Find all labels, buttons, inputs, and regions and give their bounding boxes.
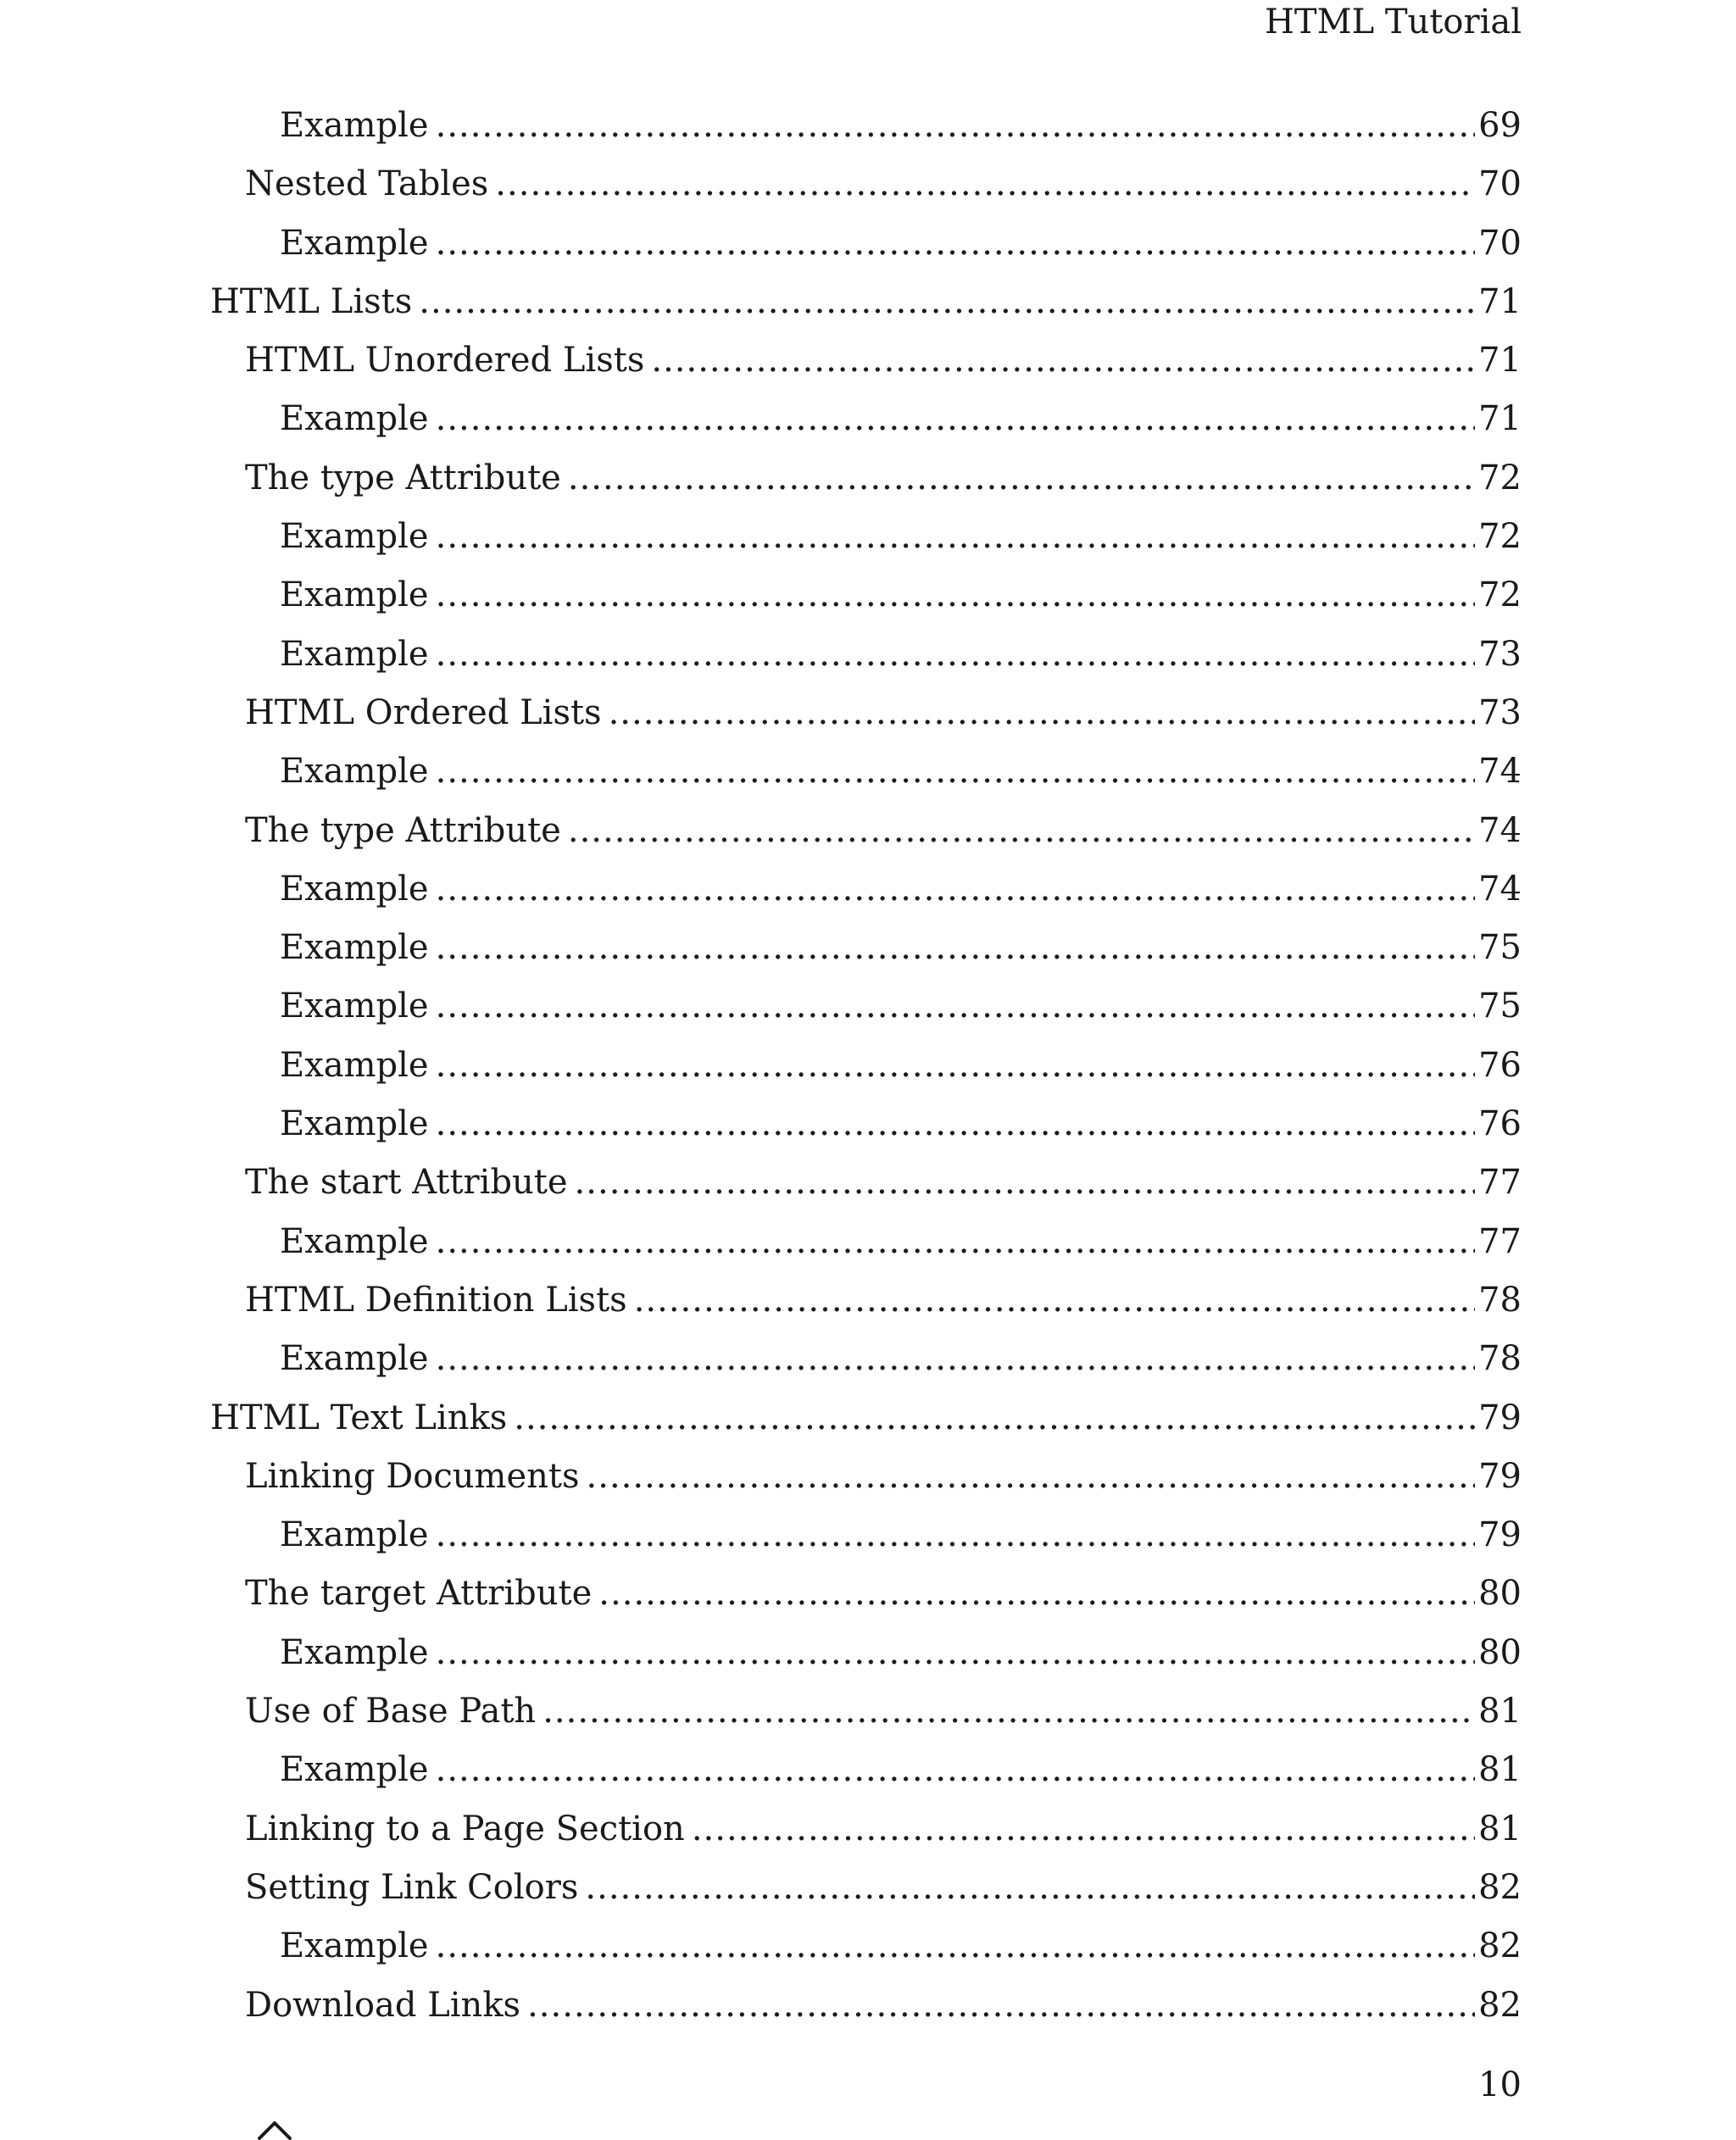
home-chevron-icon[interactable] [258,2118,292,2140]
toc-entry-page: 75 [1478,987,1522,1026]
toc-entry[interactable] [0,629,1736,687]
toc-entry-page: 77 [1478,1163,1522,1203]
dot-leader [436,1333,1475,1384]
toc-entry-title: Example [280,634,429,674]
toc-entry-page: 70 [1478,164,1522,204]
dot-leader [495,158,1475,209]
toc-entry-page: 80 [1478,1632,1522,1672]
toc-entry-title: Example [280,869,429,909]
toc-entry-title: HTML Text Links [210,1398,508,1437]
toc-entry-title: Linking Documents [245,1456,580,1496]
toc-entry[interactable] [0,100,1736,158]
toc-entry-page: 70 [1478,223,1522,263]
toc-entry[interactable] [0,1275,1736,1333]
toc-entry-page: 73 [1478,634,1522,674]
toc-entry-title: Linking to a Page Section [245,1809,685,1848]
dot-leader [587,1451,1476,1502]
toc-entry-title: HTML Lists [210,281,413,321]
toc-entry[interactable] [0,1098,1736,1157]
dot-leader [436,864,1475,914]
toc-entry-title: Nested Tables [245,164,489,204]
toc-entry[interactable] [0,1333,1736,1392]
dot-leader [568,453,1475,503]
toc-entry[interactable] [0,570,1736,628]
dot-leader [436,1920,1475,1971]
toc-entry-page: 74 [1478,869,1522,909]
toc-entry-title: Example [280,399,429,439]
toc-entry[interactable] [0,511,1736,570]
toc-entry-page: 79 [1478,1515,1522,1555]
toc-entry-title: The start Attribute [245,1163,568,1203]
running-header: HTML Tutorial [1265,3,1522,42]
page-number: 10 [1478,2065,1522,2104]
toc-entry-page: 69 [1478,106,1522,145]
toc-entry-title: Example [280,517,429,557]
toc-entry-page: 74 [1478,752,1522,792]
toc-entry-page: 78 [1478,1280,1522,1320]
toc-entry-page: 81 [1478,1692,1522,1731]
toc-entry-title: Setting Link Colors [245,1867,579,1907]
toc-entry-title: HTML Unordered Lists [245,341,645,381]
toc-entry-page: 81 [1478,1809,1522,1848]
toc-entry[interactable] [0,1040,1736,1098]
dot-leader [542,1686,1475,1737]
dot-leader [436,1509,1475,1560]
dot-leader [651,335,1475,386]
dot-leader [436,922,1475,973]
toc-entry-page: 76 [1478,1104,1522,1144]
dot-leader [436,100,1475,151]
toc-entry[interactable] [0,1509,1736,1568]
toc-entry-title: Use of Base Path [245,1692,537,1731]
toc-entry[interactable] [0,1627,1736,1686]
toc-entry-title: Example [280,1339,429,1379]
toc-entry-title: Example [280,1632,429,1672]
toc-entry[interactable] [0,158,1736,217]
toc-entry-title: HTML Definition Lists [245,1280,627,1320]
toc-entry-title: The target Attribute [245,1574,593,1614]
dot-leader [436,511,1475,562]
toc-entry-page: 71 [1478,341,1522,381]
toc-entry[interactable] [0,1920,1736,1979]
toc-entry-title: HTML Ordered Lists [245,692,602,732]
dot-leader [436,981,1475,1031]
toc-entry[interactable] [0,335,1736,393]
dot-leader [585,1862,1475,1913]
toc-entry-page: 82 [1478,1926,1522,1966]
toc-entry-title: Example [280,1515,429,1555]
toc-entry-page: 80 [1478,1574,1522,1614]
toc-entry-page: 72 [1478,517,1522,557]
toc-entry[interactable] [0,1744,1736,1803]
dot-leader [436,570,1475,620]
dot-leader [436,1040,1475,1091]
toc-entry[interactable] [0,218,1736,276]
toc-entry[interactable] [0,1392,1736,1451]
toc-entry[interactable] [0,1686,1736,1744]
toc-entry-title: Example [280,106,429,145]
toc-entry-title: The type Attribute [245,810,561,850]
dot-leader [436,746,1475,797]
dot-leader [692,1804,1475,1854]
toc-entry-title: Example [280,223,429,263]
toc-entry[interactable] [0,981,1736,1039]
toc-entry-title: The type Attribute [245,458,561,497]
dot-leader [436,1098,1475,1149]
toc-entry[interactable] [0,864,1736,922]
dot-leader [436,1216,1475,1267]
dot-leader [527,1980,1475,2031]
toc-entry-page: 73 [1478,692,1522,732]
toc-entry-title: Example [280,987,429,1026]
dot-leader [436,1744,1475,1795]
toc-entry-page: 75 [1478,928,1522,968]
toc-entry[interactable] [0,805,1736,864]
toc-entry-title: Example [280,1104,429,1144]
dot-leader [568,805,1475,856]
toc-entry[interactable] [0,453,1736,511]
toc-entry-page: 79 [1478,1456,1522,1496]
dot-leader [575,1157,1476,1208]
toc-entry[interactable] [0,276,1736,335]
toc-entry-page: 71 [1478,281,1522,321]
toc-entry-page: 72 [1478,575,1522,615]
dot-leader [436,393,1475,444]
toc-entry[interactable] [0,1451,1736,1509]
dot-leader [609,687,1476,738]
toc-entry-title: Example [280,575,429,615]
toc-entry[interactable] [0,1568,1736,1626]
toc-entry-title: Example [280,1926,429,1966]
toc-entry-page: 81 [1478,1750,1522,1790]
dot-leader [436,1627,1475,1678]
dot-leader [514,1392,1475,1443]
toc-entry[interactable] [0,687,1736,746]
toc-entry-title: Example [280,928,429,968]
dot-leader [436,629,1475,680]
toc-entry-page: 79 [1478,1398,1522,1437]
toc-entry[interactable] [0,1216,1736,1275]
toc-entry-title: Example [280,752,429,792]
toc-entry[interactable] [0,746,1736,804]
dot-leader [598,1568,1475,1619]
toc-entry-page: 72 [1478,458,1522,497]
dot-leader [634,1275,1475,1326]
toc-entry-title: Example [280,1750,429,1790]
toc-entry-page: 77 [1478,1221,1522,1261]
toc-entry-title: Example [280,1045,429,1085]
toc-entry-title: Example [280,1221,429,1261]
toc-entry[interactable] [0,1980,1736,2038]
dot-leader [419,276,1475,327]
toc-entry-page: 78 [1478,1339,1522,1379]
toc-entry-page: 82 [1478,1985,1522,2025]
table-of-contents [0,100,1736,2038]
toc-entry-page: 82 [1478,1867,1522,1907]
toc-entry-page: 71 [1478,399,1522,439]
toc-entry[interactable] [0,922,1736,981]
dot-leader [436,218,1475,269]
toc-entry[interactable] [0,393,1736,452]
toc-entry[interactable] [0,1157,1736,1215]
toc-entry-page: 74 [1478,810,1522,850]
toc-entry[interactable] [0,1862,1736,1920]
toc-entry-title: Download Links [245,1985,521,2025]
toc-entry[interactable] [0,1804,1736,1862]
toc-entry-page: 76 [1478,1045,1522,1085]
